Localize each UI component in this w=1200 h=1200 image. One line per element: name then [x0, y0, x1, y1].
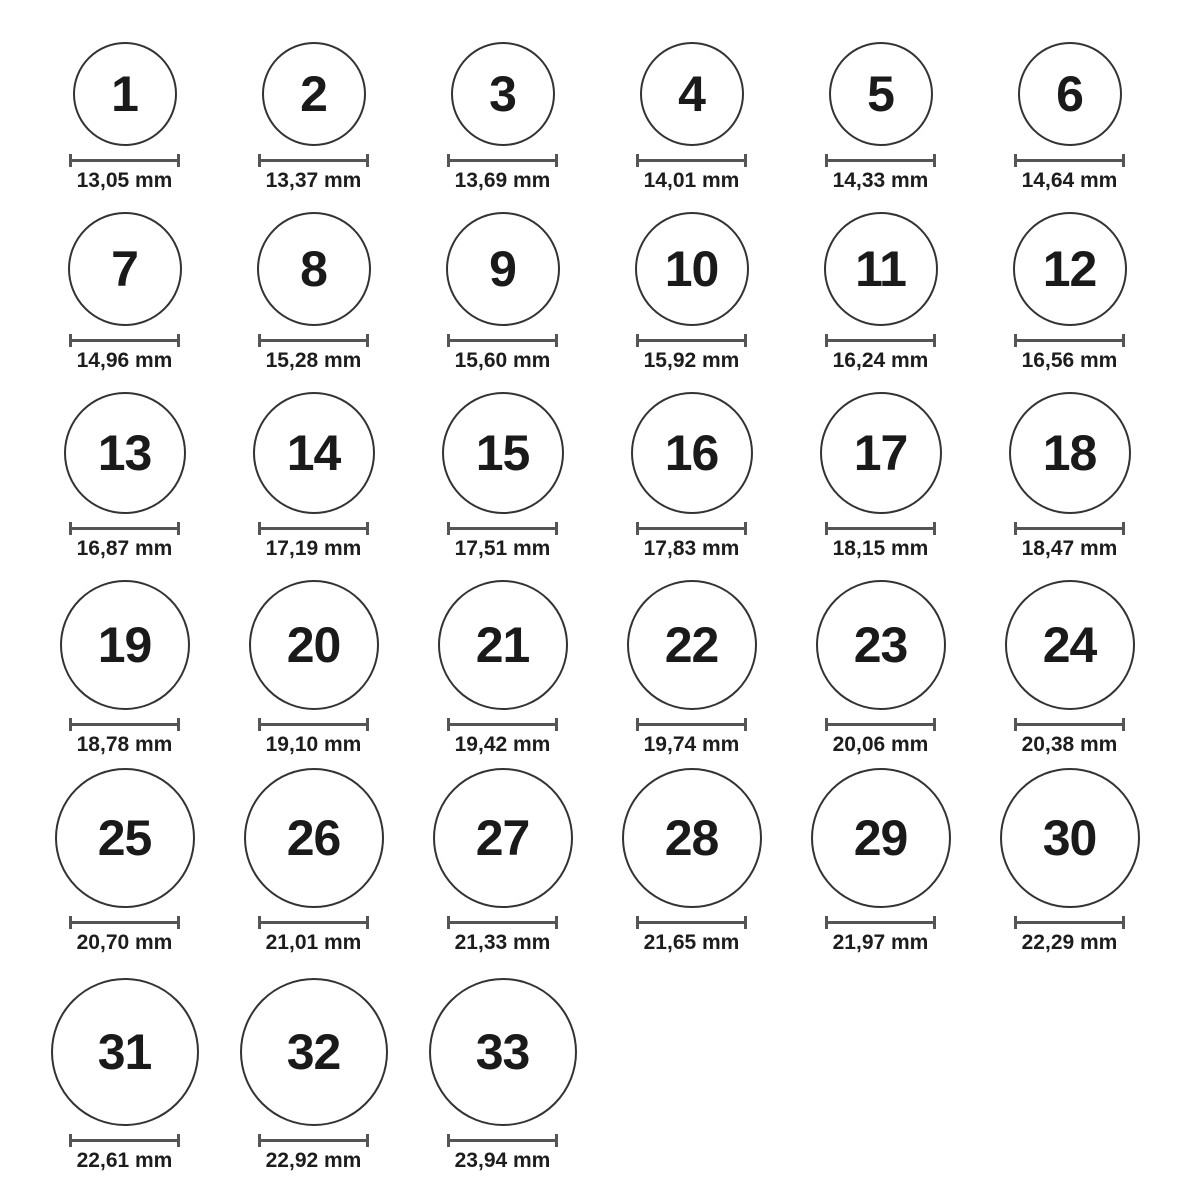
diameter-dimension-line	[447, 522, 558, 535]
diameter-dimension-line	[447, 334, 558, 347]
ring-size-number: 33	[475, 1024, 530, 1080]
ring-size-number: 10	[664, 241, 719, 297]
diameter-label: 15,92 mm	[643, 349, 740, 372]
diameter-dimension-line	[447, 154, 558, 167]
diameter-dimension-line	[69, 1134, 180, 1147]
ring-size-number: 1	[111, 66, 138, 122]
ring-size-number: 21	[475, 617, 530, 673]
ring-size-cell	[30, 768, 219, 978]
ring-size-number: 22	[664, 617, 719, 673]
diameter-label: 20,70 mm	[76, 931, 173, 954]
ring-size-cell	[30, 580, 219, 768]
diameter-dimension-line	[447, 1134, 558, 1147]
ring-size-circle	[627, 580, 757, 710]
ring-size-number: 2	[300, 66, 327, 122]
ring-size-number: 12	[1042, 241, 1097, 297]
ring-size-number: 26	[286, 810, 341, 866]
ring-size-circle	[429, 978, 577, 1126]
ring-size-circle	[64, 392, 186, 514]
ring-size-cell	[975, 42, 1164, 212]
diameter-dimension-line	[258, 154, 369, 167]
ring-size-row	[30, 768, 1164, 978]
diameter-dimension-line	[69, 334, 180, 347]
ring-size-cell	[30, 392, 219, 580]
diameter-dimension-line	[636, 718, 747, 731]
ring-size-circle	[640, 42, 744, 146]
diameter-dimension-line	[636, 916, 747, 929]
ring-size-cell	[597, 212, 786, 392]
ring-size-circle	[622, 768, 762, 908]
diameter-dimension-line	[69, 522, 180, 535]
ring-size-circle	[73, 42, 177, 146]
diameter-label: 16,56 mm	[1021, 349, 1118, 372]
diameter-label: 13,69 mm	[454, 169, 551, 192]
diameter-label: 22,92 mm	[265, 1149, 362, 1172]
ring-size-number: 14	[286, 425, 341, 481]
ring-size-circle	[824, 212, 938, 326]
ring-size-cell	[30, 42, 219, 212]
ring-size-cell	[975, 768, 1164, 978]
ring-size-circle	[820, 392, 942, 514]
diameter-label: 15,28 mm	[265, 349, 362, 372]
ring-size-circle	[257, 212, 371, 326]
ring-size-number: 15	[475, 425, 530, 481]
diameter-dimension-line	[825, 522, 936, 535]
ring-size-number: 32	[286, 1024, 341, 1080]
ring-size-circle	[438, 580, 568, 710]
ring-size-cell	[786, 392, 975, 580]
diameter-label: 23,94 mm	[454, 1149, 551, 1172]
ring-size-cell	[219, 42, 408, 212]
ring-size-number: 23	[853, 617, 908, 673]
ring-size-circle	[811, 768, 951, 908]
diameter-label: 17,51 mm	[454, 537, 551, 560]
diameter-label: 22,61 mm	[76, 1149, 173, 1172]
ring-size-number: 5	[867, 66, 894, 122]
ring-size-number: 19	[97, 617, 152, 673]
ring-size-row	[30, 42, 1164, 212]
ring-size-circle	[262, 42, 366, 146]
ring-size-circle	[240, 978, 388, 1126]
ring-size-cell	[30, 978, 219, 1178]
diameter-dimension-line	[825, 718, 936, 731]
diameter-label: 17,19 mm	[265, 537, 362, 560]
ring-size-circle	[244, 768, 384, 908]
diameter-label: 21,65 mm	[643, 931, 740, 954]
diameter-dimension-line	[258, 522, 369, 535]
ring-size-circle	[249, 580, 379, 710]
diameter-label: 14,64 mm	[1021, 169, 1118, 192]
diameter-dimension-line	[1014, 334, 1125, 347]
diameter-dimension-line	[447, 718, 558, 731]
diameter-dimension-line	[825, 916, 936, 929]
ring-size-cell	[408, 580, 597, 768]
diameter-label: 17,83 mm	[643, 537, 740, 560]
ring-size-number: 29	[853, 810, 908, 866]
ring-size-cell	[408, 42, 597, 212]
ring-size-number: 30	[1042, 810, 1097, 866]
ring-size-number: 20	[286, 617, 341, 673]
ring-size-number: 9	[489, 241, 516, 297]
ring-size-circle	[635, 212, 749, 326]
ring-size-cell	[597, 580, 786, 768]
ring-size-cell	[786, 42, 975, 212]
diameter-label: 14,01 mm	[643, 169, 740, 192]
ring-size-number: 7	[111, 241, 138, 297]
diameter-label: 13,05 mm	[76, 169, 173, 192]
diameter-dimension-line	[69, 718, 180, 731]
ring-size-cell	[408, 212, 597, 392]
diameter-dimension-line	[258, 916, 369, 929]
ring-size-circle	[433, 768, 573, 908]
ring-size-number: 6	[1056, 66, 1083, 122]
ring-size-circle	[446, 212, 560, 326]
diameter-label: 16,87 mm	[76, 537, 173, 560]
ring-size-cell	[30, 212, 219, 392]
ring-size-cell	[597, 768, 786, 978]
ring-size-circle	[55, 768, 195, 908]
diameter-dimension-line	[825, 154, 936, 167]
diameter-label: 18,47 mm	[1021, 537, 1118, 560]
diameter-label: 18,15 mm	[832, 537, 929, 560]
diameter-label: 18,78 mm	[76, 733, 173, 756]
diameter-label: 13,37 mm	[265, 169, 362, 192]
diameter-dimension-line	[825, 334, 936, 347]
ring-size-circle	[451, 42, 555, 146]
diameter-dimension-line	[1014, 916, 1125, 929]
diameter-label: 19,42 mm	[454, 733, 551, 756]
ring-size-circle	[816, 580, 946, 710]
ring-size-row	[30, 580, 1164, 768]
ring-size-number: 25	[97, 810, 152, 866]
ring-size-number: 8	[300, 241, 327, 297]
diameter-label: 14,96 mm	[76, 349, 173, 372]
ring-size-circle	[1013, 212, 1127, 326]
ring-size-number: 31	[97, 1024, 152, 1080]
diameter-label: 14,33 mm	[832, 169, 929, 192]
ring-size-number: 24	[1042, 617, 1097, 673]
ring-size-cell	[786, 212, 975, 392]
ring-size-cell	[219, 392, 408, 580]
diameter-label: 19,74 mm	[643, 733, 740, 756]
ring-size-number: 13	[97, 425, 152, 481]
ring-size-number: 17	[853, 425, 908, 481]
ring-size-cell	[597, 42, 786, 212]
diameter-label: 22,29 mm	[1021, 931, 1118, 954]
ring-size-cell	[975, 392, 1164, 580]
ring-size-circle	[442, 392, 564, 514]
ring-size-number: 16	[664, 425, 719, 481]
ring-size-circle	[1018, 42, 1122, 146]
ring-size-cell	[975, 212, 1164, 392]
diameter-label: 21,33 mm	[454, 931, 551, 954]
ring-size-circle	[68, 212, 182, 326]
ring-size-cell	[219, 768, 408, 978]
diameter-dimension-line	[1014, 522, 1125, 535]
ring-size-circle	[1005, 580, 1135, 710]
ring-size-row	[30, 392, 1164, 580]
ring-size-circle	[253, 392, 375, 514]
diameter-dimension-line	[636, 522, 747, 535]
diameter-dimension-line	[69, 154, 180, 167]
ring-size-cell	[219, 212, 408, 392]
diameter-label: 20,06 mm	[832, 733, 929, 756]
ring-size-row	[30, 212, 1164, 392]
ring-size-cell	[408, 392, 597, 580]
ring-size-number: 27	[475, 810, 530, 866]
diameter-dimension-line	[447, 916, 558, 929]
ring-size-circle	[1009, 392, 1131, 514]
diameter-dimension-line	[1014, 154, 1125, 167]
ring-size-cell	[219, 978, 408, 1178]
diameter-label: 20,38 mm	[1021, 733, 1118, 756]
diameter-dimension-line	[636, 154, 747, 167]
ring-size-circle	[60, 580, 190, 710]
ring-size-circle	[829, 42, 933, 146]
diameter-label: 16,24 mm	[832, 349, 929, 372]
diameter-dimension-line	[69, 916, 180, 929]
ring-size-number: 3	[489, 66, 516, 122]
diameter-dimension-line	[258, 334, 369, 347]
diameter-dimension-line	[258, 718, 369, 731]
ring-size-circle	[631, 392, 753, 514]
diameter-dimension-line	[258, 1134, 369, 1147]
diameter-label: 21,97 mm	[832, 931, 929, 954]
ring-size-cell	[786, 580, 975, 768]
diameter-label: 21,01 mm	[265, 931, 362, 954]
ring-size-number: 18	[1042, 425, 1097, 481]
ring-size-number: 11	[855, 241, 906, 297]
diameter-label: 15,60 mm	[454, 349, 551, 372]
ring-size-number: 28	[664, 810, 719, 866]
ring-size-cell	[408, 768, 597, 978]
ring-size-cell	[786, 768, 975, 978]
diameter-dimension-line	[1014, 718, 1125, 731]
diameter-label: 19,10 mm	[265, 733, 362, 756]
ring-size-cell	[219, 580, 408, 768]
ring-size-cell	[597, 392, 786, 580]
diameter-dimension-line	[636, 334, 747, 347]
ring-size-circle	[51, 978, 199, 1126]
ring-size-number: 4	[678, 66, 705, 122]
ring-size-circle	[1000, 768, 1140, 908]
ring-size-cell	[408, 978, 597, 1178]
ring-size-row	[30, 978, 1164, 1178]
ring-size-cell	[975, 580, 1164, 768]
